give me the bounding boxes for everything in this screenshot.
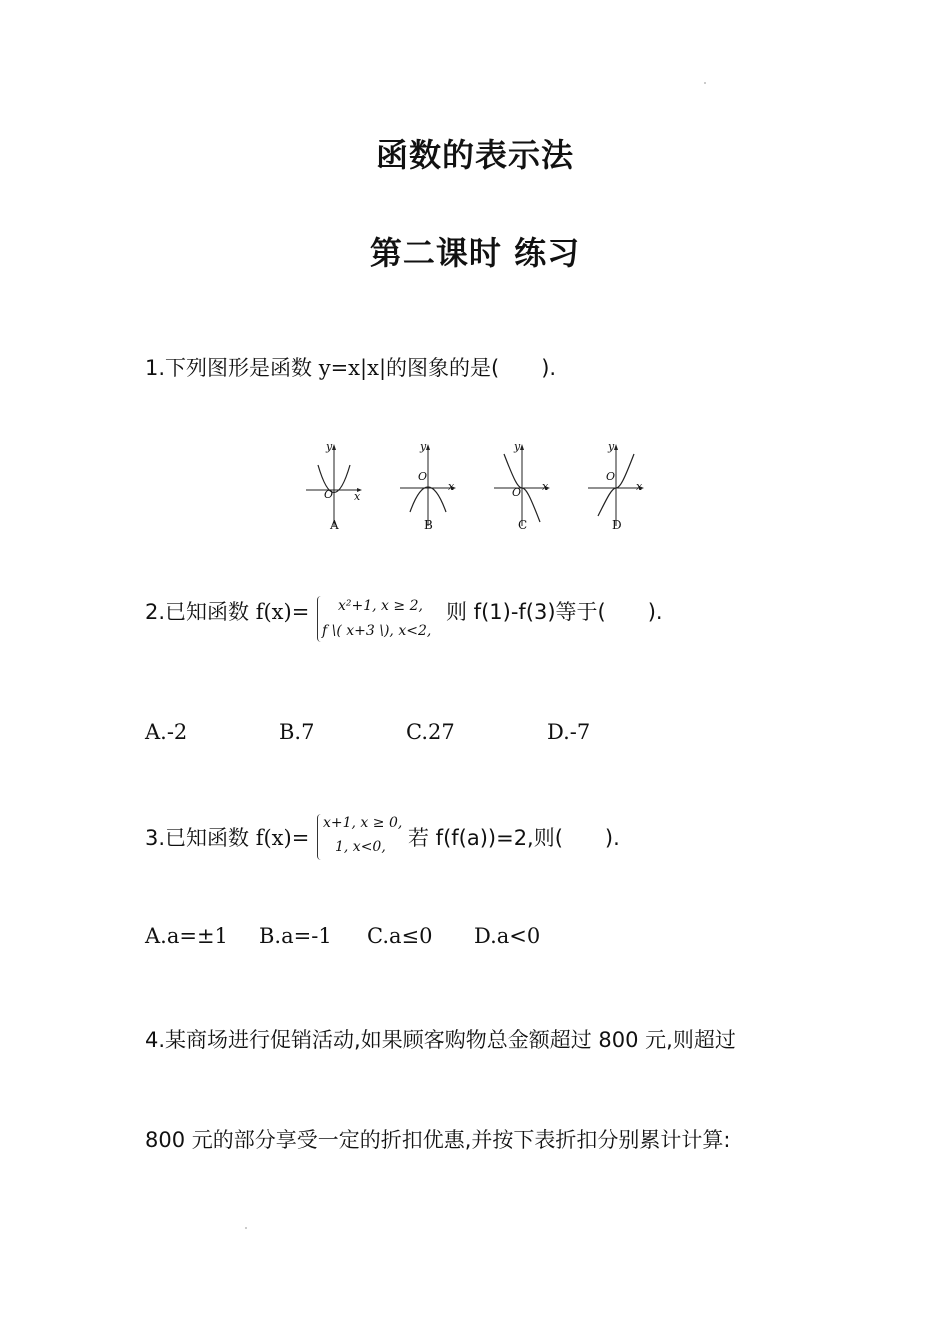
graph-c-x-label: x: [542, 480, 549, 493]
question-1: [145, 352, 556, 382]
q2-text-pre: 2.已知函数: [145, 600, 256, 624]
graph-c: [490, 440, 554, 536]
graph-d-origin: O: [606, 470, 616, 483]
graph-a: [302, 440, 366, 536]
q1-formula: y=x|x|: [318, 356, 387, 380]
graph-a-origin: O: [324, 488, 334, 501]
question-4-line-2: 800 元的部分享受一定的折扣优惠,并按下表折扣分别累计计算:: [145, 1128, 731, 1152]
q1-text-post: 的图象的是( ).: [386, 356, 557, 380]
q3-piece-2: 1, x<0,: [335, 839, 386, 855]
q3-option-c: C.a≤0: [367, 924, 433, 948]
question-2: [145, 596, 309, 626]
graph-a-x-label: x: [354, 490, 361, 503]
graph-c-label: C: [518, 518, 528, 532]
q3-piece-1: x+1, x ≥ 0,: [323, 815, 403, 831]
q2-option-c: C.27: [406, 720, 455, 744]
page-title: 函数的表示法: [375, 136, 574, 174]
q3-text-post: 若 f(f(a))=2,则( ).: [408, 826, 620, 850]
graph-c-y-label: y: [514, 440, 521, 453]
q2-option-a: A.-2: [145, 720, 188, 744]
graph-b: [396, 440, 460, 536]
page-subtitle: 第二课时 练习: [369, 234, 581, 272]
graph-b-y-label: y: [420, 440, 427, 453]
graph-d: [584, 440, 648, 536]
q3-option-b: B.a=-1: [259, 924, 332, 948]
graph-b-label: B: [424, 518, 433, 532]
speck-bottom: [245, 1227, 247, 1229]
q3-fx: f(x)=: [255, 826, 310, 850]
graph-a-label: A: [330, 518, 339, 532]
q3-text-pre: 3.已知函数: [145, 826, 256, 850]
speck-top: [704, 82, 706, 84]
q3-option-a: A.a=±1: [145, 924, 228, 948]
q2-fx: f(x)=: [255, 600, 310, 624]
question-4-line-1: 4.某商场进行促销活动,如果顾客购物总金额超过 800 元,则超过: [145, 1028, 736, 1052]
q2-piece-1: x²+1, x ≥ 2,: [338, 598, 423, 614]
graph-d-y-label: y: [608, 440, 615, 453]
graph-b-origin: O: [418, 470, 428, 483]
question-3: [145, 822, 309, 852]
q1-text-pre: 1.下列图形是函数: [145, 356, 319, 380]
q2-option-d: D.-7: [547, 720, 591, 744]
graph-d-label: D: [612, 518, 622, 532]
q2-text-post: 则 f(1)-f(3)等于( ).: [446, 600, 663, 624]
graph-c-origin: O: [512, 486, 522, 499]
graph-d-x-label: x: [636, 480, 643, 493]
q2-piece-2: f \( x+3 \), x<2,: [322, 623, 432, 639]
graph-a-y-label: y: [326, 440, 333, 453]
q2-option-b: B.7: [279, 720, 315, 744]
q3-option-d: D.a<0: [474, 924, 541, 948]
graph-b-x-label: x: [448, 480, 455, 493]
